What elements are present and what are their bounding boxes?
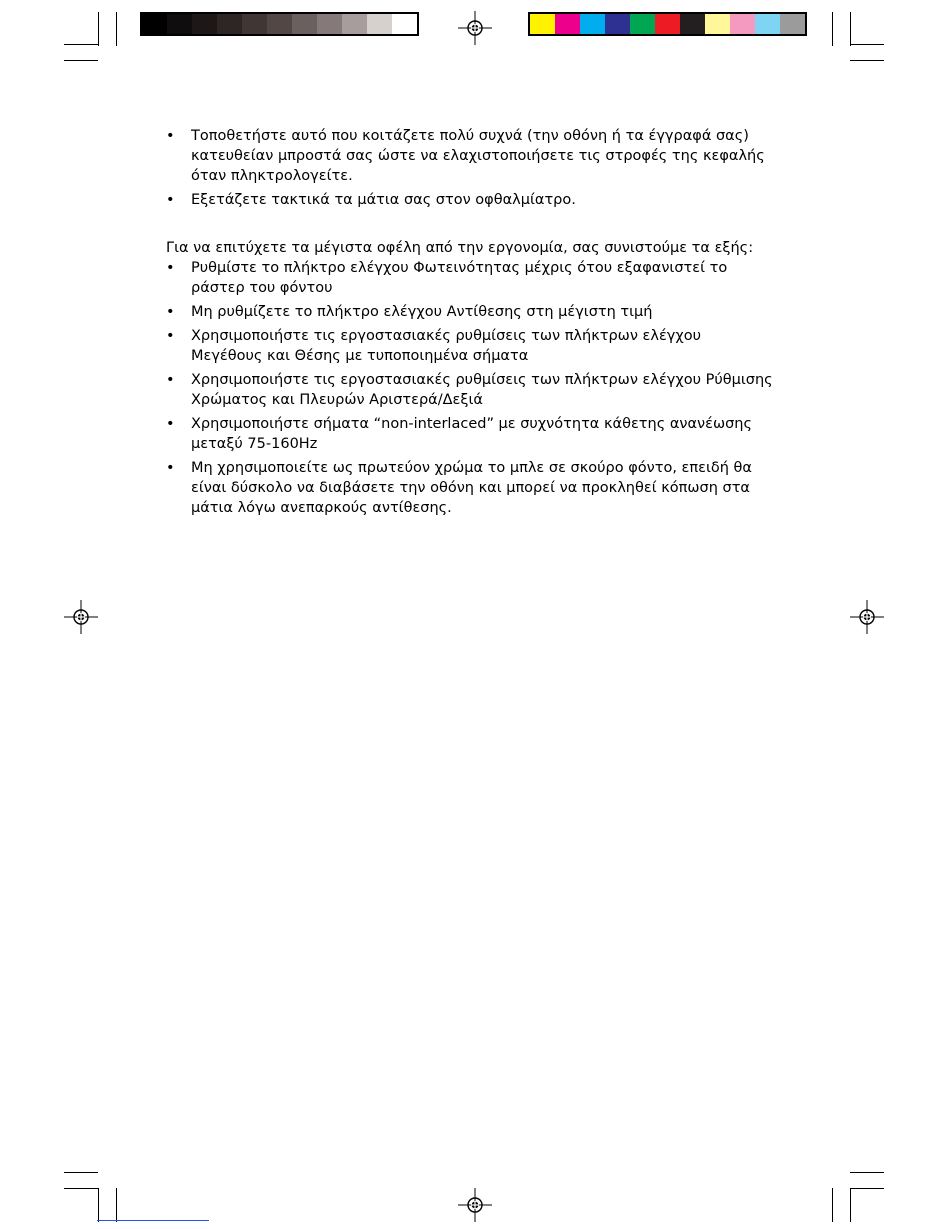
document-body xyxy=(166,126,776,522)
bullet-icon: • xyxy=(166,416,175,432)
bottom-rule xyxy=(97,1220,209,1221)
color-swatch xyxy=(730,14,755,34)
color-swatch xyxy=(555,14,580,34)
list-item xyxy=(166,458,776,518)
color-swatch xyxy=(192,14,217,34)
color-swatch xyxy=(217,14,242,34)
list-item xyxy=(166,258,776,298)
color-swatch xyxy=(580,14,605,34)
bullet-icon: • xyxy=(166,192,175,208)
color-swatch xyxy=(755,14,780,34)
color-swatch xyxy=(605,14,630,34)
bullet-icon: • xyxy=(166,260,175,276)
crop-mark xyxy=(64,1172,98,1173)
color-swatch xyxy=(680,14,705,34)
list-item xyxy=(166,190,776,210)
crop-mark xyxy=(850,1188,884,1189)
color-swatch xyxy=(242,14,267,34)
list-item xyxy=(166,414,776,454)
crop-mark xyxy=(98,12,99,46)
color-swatch xyxy=(530,14,555,34)
color-swatch xyxy=(367,14,392,34)
crop-mark xyxy=(64,1188,98,1189)
list-item-text: Χρησιμοποιήστε τις εργοστασιακές ρυθμίσεις των πλήκτρων ελέγχου Μεγέθους και Θέσης με τυποποιημένα σήματα xyxy=(191,328,702,364)
list-item-text: Εξετάζετε τακτικά τα μάτια σας στον οφθαλμίατρο. xyxy=(191,192,576,208)
color-swatch xyxy=(655,14,680,34)
list-item-text: Μη χρησιμοποιείτε ως πρωτεύον χρώμα το μπλε σε σκούρο φόντο, επειδή θα είναι δύσκολο να διαβάσετε την οθόνη και μπορεί να προκληθεί κόπωση στα μάτια λόγω ανεπαρκούς αντίθεσης. xyxy=(191,460,752,516)
color-swatch xyxy=(342,14,367,34)
crop-mark xyxy=(832,1188,833,1222)
list-item xyxy=(166,126,776,186)
color-swatch xyxy=(317,14,342,34)
bullet-icon: • xyxy=(166,304,175,320)
intro-paragraph: Για να επιτύχετε τα μέγιστα οφέλη από την εργονομία, σας συνιστούμε τα εξής: xyxy=(166,240,754,256)
list-item xyxy=(166,326,776,366)
registration-mark-icon xyxy=(64,600,98,634)
crop-mark xyxy=(98,1188,99,1222)
crop-mark xyxy=(850,1172,884,1173)
bullet-icon: • xyxy=(166,372,175,388)
color-swatch xyxy=(292,14,317,34)
list-item-text: Μη ρυθμίζετε το πλήκτρο ελέγχου Αντίθεσης στη μέγιστη τιμή xyxy=(191,304,653,320)
color-swatch xyxy=(780,14,805,34)
gray-scale-bar xyxy=(140,12,419,36)
crop-mark xyxy=(850,12,851,46)
list-item-text: Τοποθετήστε αυτό που κοιτάζετε πολύ συχνά (την οθόνη ή τα έγγραφά σας) κατευθείαν μπροστά σας ώστε να ελαχιστοποιήσετε τις στροφές της κεφαλής όταν πληκτρολογείτε. xyxy=(191,128,765,184)
registration-mark-icon xyxy=(850,600,884,634)
color-swatch xyxy=(705,14,730,34)
list-item xyxy=(166,370,776,410)
registration-mark-icon xyxy=(458,11,492,45)
color-swatch xyxy=(267,14,292,34)
process-color-bar xyxy=(528,12,807,36)
bullet-icon: • xyxy=(166,328,175,344)
bullet-icon: • xyxy=(166,460,175,476)
crop-mark xyxy=(116,12,117,46)
list-item-text: Ρυθμίστε το πλήκτρο ελέγχου Φωτεινότητας μέχρις ότου εξαφανιστεί το ράστερ του φόντου xyxy=(191,260,728,296)
list-item xyxy=(166,302,776,322)
color-swatch xyxy=(630,14,655,34)
bullet-icon: • xyxy=(166,128,175,144)
list-item-text: Χρησιμοποιήστε σήματα “non-interlaced” με συχνότητα κάθετης ανανέωσης μεταξύ 75-160Hz xyxy=(191,416,753,452)
crop-mark xyxy=(832,12,833,46)
recommendations-list xyxy=(166,258,776,518)
ergonomics-tips-list xyxy=(166,126,776,210)
color-swatch xyxy=(142,14,167,34)
crop-mark xyxy=(116,1188,117,1222)
color-swatch xyxy=(392,14,417,34)
crop-mark xyxy=(64,60,98,61)
crop-mark xyxy=(850,1188,851,1222)
crop-mark xyxy=(64,44,98,45)
crop-mark xyxy=(850,44,884,45)
list-item-text: Χρησιμοποιήστε τις εργοστασιακές ρυθμίσεις των πλήκτρων ελέγχου Ρύθμισης Χρώματος και Πλευρών Αριστερά/Δεξιά xyxy=(191,372,773,408)
color-swatch xyxy=(167,14,192,34)
registration-mark-icon xyxy=(458,1188,492,1222)
crop-mark xyxy=(850,60,884,61)
